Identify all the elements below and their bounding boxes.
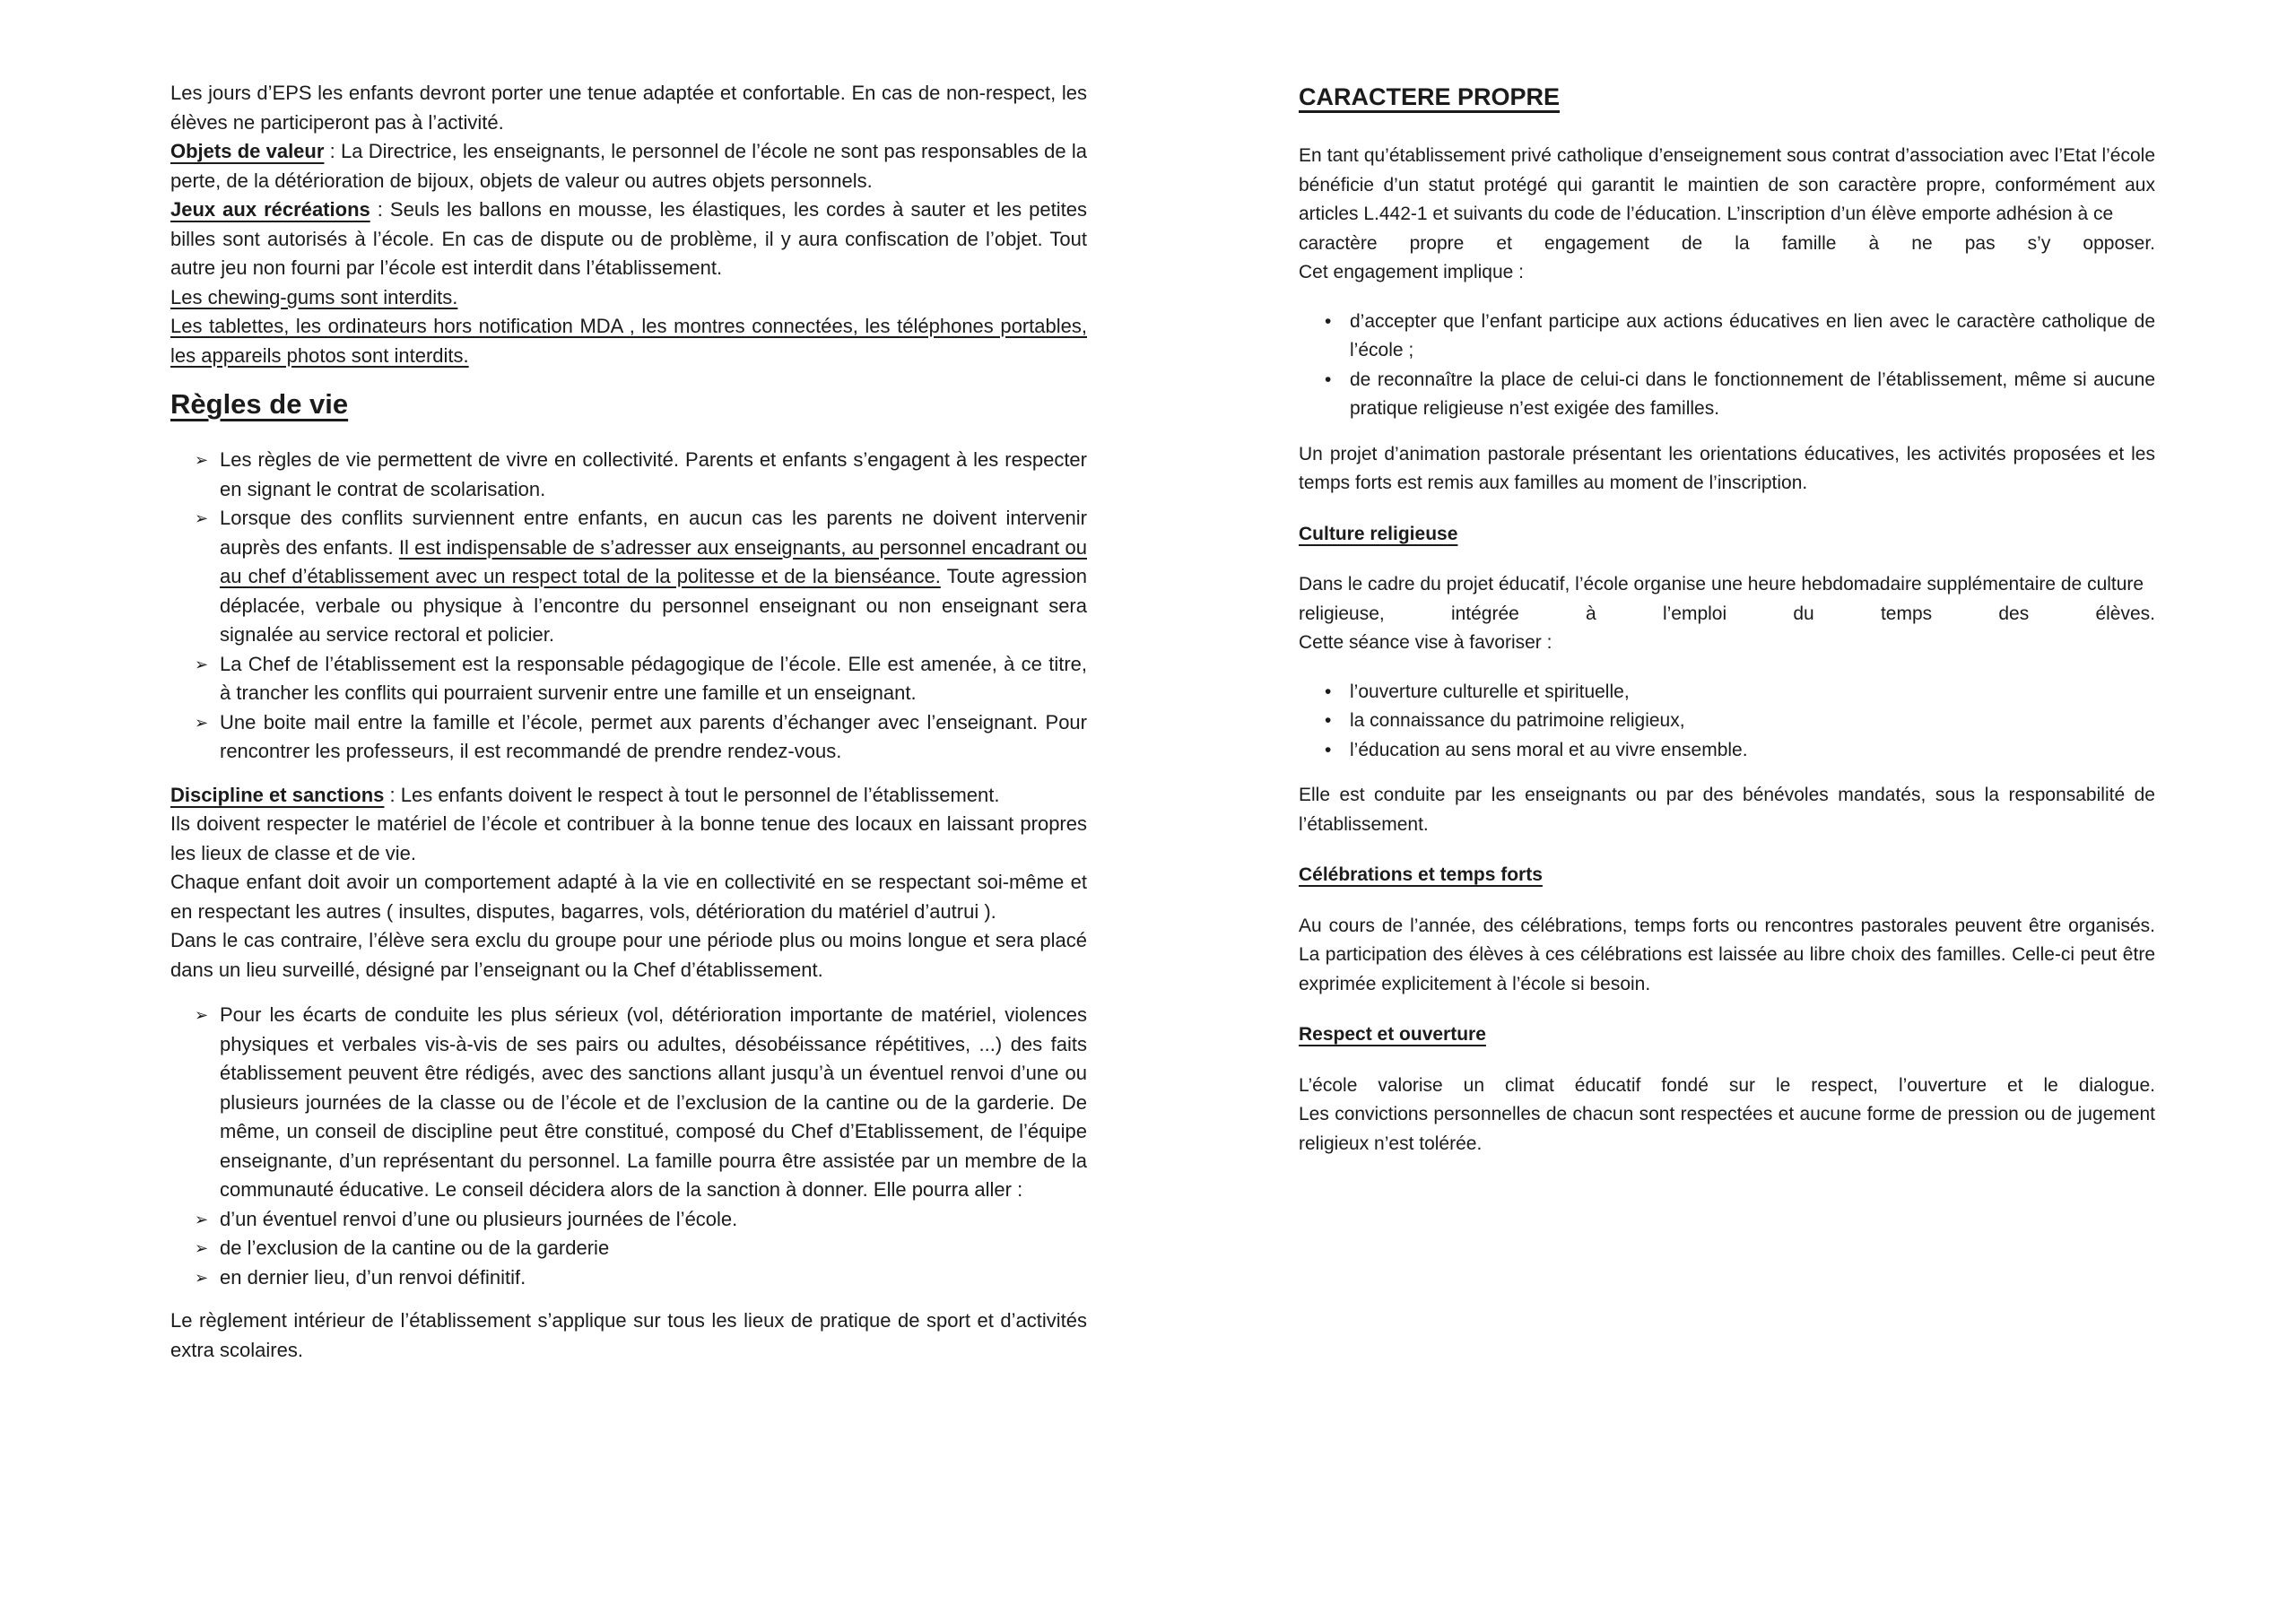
paragraph-objets-de-valeur	[170, 137, 1087, 195]
paragraph-discipline-3: Chaque enfant doit avoir un comportement adapté à la vie en collectivité en se respectant soi-même et en respectant les autres ( insultes, disputes, bagarres, vols, détérioration du matériel d’autrui ).	[170, 871, 1087, 923]
dot-bullet-icon: •	[1325, 681, 1332, 702]
list-item-text	[220, 504, 1087, 650]
paragraph-celebrations: Au cours de l’année, des célébrations, temps forts ou rencontres pastorales peuvent être organisés. La participation des élèves à ces célébrations est laissée au libre choix des familles. Celle-ci peut être exprimée explicitement à l’école si besoin.	[1299, 915, 2155, 994]
arrow-bullet-icon: ➢	[195, 1239, 209, 1257]
regles-2-run-underlined: Il est indispensable de s’adresser aux enseignants, au personnel encadrant ou au chef d’établissement avec un respect total de la politesse et de la bienséance.	[220, 535, 1087, 587]
dot-bullet-icon: •	[1325, 739, 1332, 760]
dot-bullet-icon: •	[1325, 710, 1332, 731]
page-1	[170, 79, 1087, 1365]
paragraph-chewing-gums	[170, 283, 1087, 313]
paragraph-tablettes: Les tablettes, les ordinateurs hors notification MDA , les montres connectées, les téléphones portables, les appareils photos sont interdits.	[170, 315, 1087, 367]
heading-caractere-propre: CARACTERE PROPRE	[1299, 83, 1561, 110]
paragraph-caractere-1: En tant qu’établissement privé catholique d’enseignement sous contrat d’association avec l’Etat l’école bénéficie d’un statut protégé qui garantit le maintien de son caractère propre, conformément aux articles L.442-1 et suivants du code de l’éducation. L’inscription d’un élève emporte adhésion à ce	[1299, 145, 2155, 224]
list-item-regles-1	[170, 446, 1087, 504]
paragraph-respect-first-line: L’école valorise un climat éducatif fondé sur le respect, l’ouverture et le dialogue.	[1299, 1074, 2155, 1096]
paragraph-conduite: Elle est conduite par les enseignants ou par des bénévoles mandatés, sous la responsabilité de l’établissement.	[1299, 785, 2155, 835]
list-item-text: Une boite mail entre la famille et l’école, permet aux parents d’échanger avec l’enseignant. Pour rencontrer les professeurs, il est recommandé de prendre rendez-vous.	[220, 710, 1087, 762]
list-item-text: d’accepter que l’enfant participe aux actions éducatives en lien avec le caractère catholique de l’école ;	[1350, 310, 2155, 360]
list-item-text: Pour les écarts de conduite les plus sérieux (vol, détérioration importante de matériel, violences physiques et verbales vis-à-vis de ses pairs ou adultes, désobéissance répétitives, ...) des faits établissement peuvent être rédigés, avec des sanctions allant jusqu’à un éventuel renvoi d’une ou plusieurs journées de la classe ou de l’école et de l’exclusion de la cantine ou de la garderie. De même, un conseil de discipline peut être constitué, composé du Chef d’Etablissement, de l’équipe enseignante, d’un représentant du personnel. La famille pourra être assistée par un membre de la communauté éducative. Le conseil décidera alors de la sanction à donner. Elle pourra aller :	[220, 1003, 1087, 1201]
discipline-label: Discipline et sanctions	[170, 783, 385, 806]
heading-respect-ouverture: Respect et ouverture	[1299, 1024, 1486, 1045]
jeux-recreations-text: : Seuls les ballons en mousse, les élastiques, les cordes à sauter et les petites billes sont autorisés à l’école. En cas de dispute ou de problème, il y aura confiscation de l’objet. Tout autre jeu non fourni par l’école est interdit dans l’établissement.	[170, 198, 1087, 279]
list-item-text: de l’exclusion de la cantine ou de la garderie	[220, 1237, 610, 1259]
jeux-recreations-label: Jeux aux récréations	[170, 198, 370, 221]
arrow-bullet-icon: ➢	[195, 1268, 209, 1287]
objets-de-valeur-label: Objets de valeur	[170, 140, 325, 162]
paragraph-caractere-1-last-line: caractère propre et engagement de la famille à ne pas s’y opposer.	[1299, 232, 2155, 254]
heading-celebrations: Célébrations et temps forts	[1299, 864, 1543, 885]
list-item-sanctions-3	[170, 1234, 1087, 1263]
list-item-regles-3	[170, 650, 1087, 708]
paragraph-respect-rest: Les convictions personnelles de chacun sont respectées et aucune forme de pression ou de jugement religieux n’est tolérée.	[1299, 1104, 2155, 1154]
paragraph-projet-pastoral: Un projet d’animation pastorale présentant les orientations éducatives, les activités proposées et les temps forts est remis aux familles au moment de l’inscription.	[1299, 443, 2155, 493]
paragraph-seance: Cette séance vise à favoriser :	[1299, 632, 1552, 653]
list-item-sanctions-1	[170, 1001, 1087, 1205]
heading-culture-religieuse: Culture religieuse	[1299, 523, 1458, 544]
list-item-text: Les règles de vie permettent de vivre en collectivité. Parents et enfants s’engagent à les respecter en signant le contrat de scolarisation.	[220, 448, 1087, 500]
list-item-text: La Chef de l’établissement est la responsable pédagogique de l’école. Elle est amenée, à ce titre, à trancher les conflits qui pourraient survenir entre une famille et un enseignant.	[220, 652, 1087, 704]
paragraph-discipline-2: Ils doivent respecter le matériel de l’école et contribuer à la bonne tenue des locaux en laissant propres les lieux de classe et de vie.	[170, 812, 1087, 864]
list-item-culture-3	[1299, 736, 2155, 766]
arrow-bullet-icon: ➢	[195, 1210, 209, 1228]
paragraph-culture-1: Dans le cadre du projet éducatif, l’école organise une heure hebdomadaire supplémentaire de culture	[1299, 574, 2144, 595]
list-item-culture-1	[1299, 678, 2155, 707]
arrow-bullet-icon: ➢	[195, 509, 209, 527]
arrow-bullet-icon: ➢	[195, 451, 209, 469]
paragraph-discipline	[170, 781, 1087, 811]
objets-de-valeur-text: : La Directrice, les enseignants, le personnel de l’école ne sont pas responsables de la perte, de la détérioration de bijoux, objets de valeur ou autres objets personnels.	[170, 140, 1087, 192]
list-item-text: la connaissance du patrimoine religieux,	[1350, 710, 1685, 731]
discipline-text: : Les enfants doivent le respect à tout le personnel de l’établissement.	[384, 783, 1000, 806]
dot-bullet-icon: •	[1325, 369, 1332, 390]
regles-2-run-normal-2: Toute agression déplacée, verbale ou physique à l’encontre du personnel enseignant ou non enseignant sera signalée au service rectoral et policier.	[220, 565, 1087, 646]
list-item-regles-4	[170, 708, 1087, 767]
dot-bullet-icon: •	[1325, 310, 1332, 332]
list-item-engagement-2	[1299, 366, 2155, 424]
paragraph-closing: Le règlement intérieur de l’établissement s’applique sur tous les lieux de pratique de sport et d’activités extra scolaires.	[170, 1309, 1087, 1361]
arrow-bullet-icon: ➢	[195, 713, 209, 732]
heading-regles-de-vie: Règles de vie	[170, 388, 349, 420]
list-item-text: l’ouverture culturelle et spirituelle,	[1350, 681, 1630, 702]
arrow-bullet-icon: ➢	[195, 655, 209, 673]
paragraph-culture-1-last-line: religieuse, intégrée à l’emploi du temps des élèves.	[1299, 603, 2155, 624]
list-item-engagement-1	[1299, 308, 2155, 366]
paragraph-discipline-4: Dans le cas contraire, l’élève sera exclu du groupe pour une période plus ou moins longue et sera placé dans un lieu surveillé, désigné par l’enseignant ou la Chef d’établissement.	[170, 929, 1087, 981]
list-item-text: de reconnaître la place de celui-ci dans le fonctionnement de l’établissement, même si aucune pratique religieuse n’est exigée des familles.	[1350, 369, 2155, 419]
list-item-sanctions-2	[170, 1205, 1087, 1235]
chewing-gums-text: Les chewing-gums sont interdits.	[170, 285, 458, 308]
list-item-text: en dernier lieu, d’un renvoi définitif.	[220, 1265, 526, 1289]
paragraph-eps: Les jours d’EPS les enfants devront porter une tenue adaptée et confortable. En cas de non-respect, les élèves ne participeront pas à l’activité.	[170, 82, 1087, 134]
regles-2-run-normal: Lorsque des conflits surviennent entre enfants, en aucun cas les parents ne doivent intervenir auprès des enfants.	[220, 507, 1087, 559]
list-item-sanctions-4	[170, 1263, 1087, 1293]
list-item-text: l’éducation au sens moral et au vivre ensemble.	[1350, 739, 1748, 760]
arrow-bullet-icon: ➢	[195, 1006, 209, 1024]
list-item-culture-2	[1299, 707, 2155, 736]
list-item-regles-2	[170, 504, 1087, 650]
paragraph-jeux-recreations	[170, 195, 1087, 283]
paragraph-engagement: Cet engagement implique :	[1299, 262, 1524, 282]
list-item-text: d’un éventuel renvoi d’une ou plusieurs journées de l’école.	[220, 1207, 738, 1230]
page-2	[1299, 79, 2155, 1159]
